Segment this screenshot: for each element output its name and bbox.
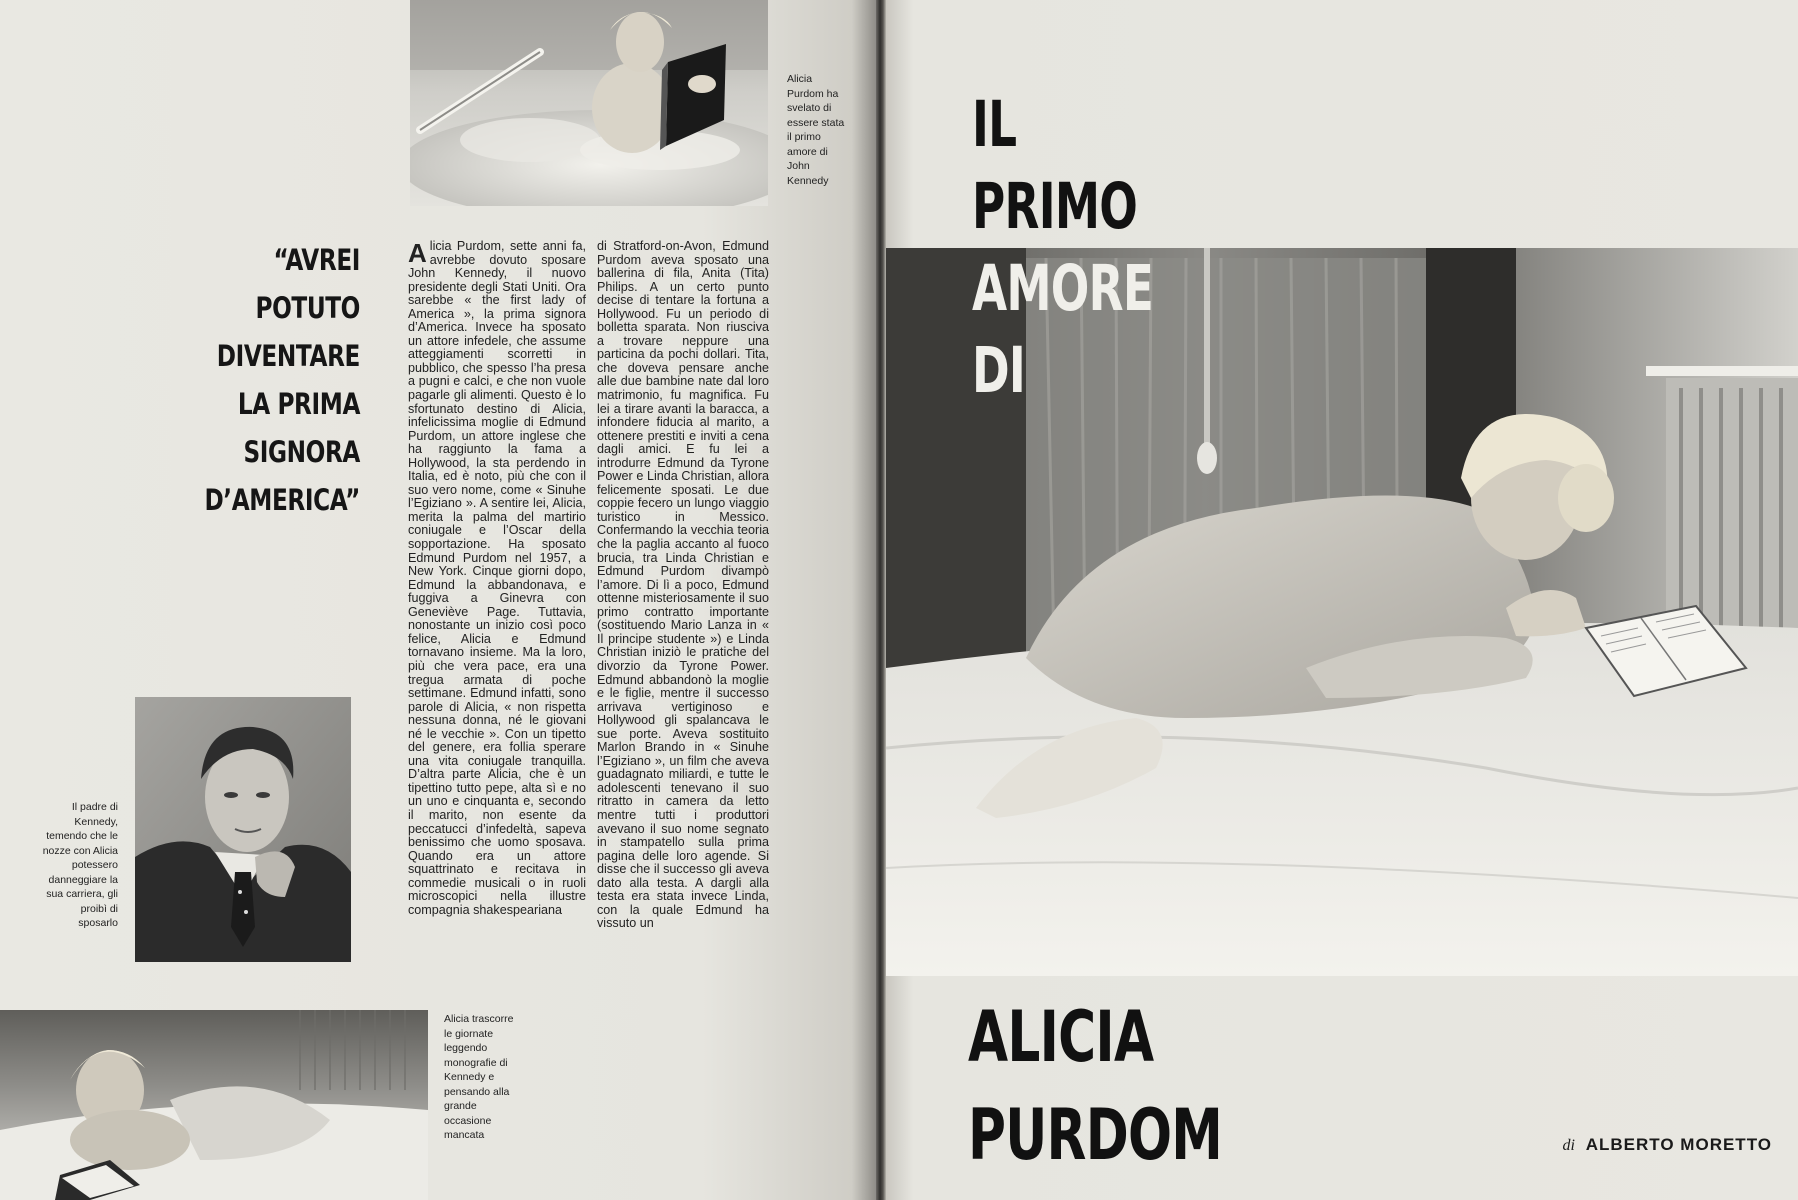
quote-line: “AVREI — [273, 243, 360, 277]
quote-line: SIGNORA — [243, 435, 360, 469]
headline-line: IL — [972, 88, 1017, 161]
bleed-through-text — [150, 520, 172, 625]
caption-bed-photo: Alicia trascorre le giornate leggendo monografie di Kennedy e pensando alla grande occasione mancata — [444, 1013, 514, 1141]
quote-line: DIVENTARE — [216, 339, 360, 373]
quote-headline — [192, 236, 360, 524]
column-1-text: licia Purdom, sette anni fa, avrebbe dovuto sposare John Kennedy, il nuovo presidente degli Stati Uniti. Ora sarebbe « the first lady of America », la prima signora d’America. Invece ha sposato un attore infedele, che assume atteggiamenti scorretti in pubblico, che spesso l’ha presa a pugni e calci, e che non vuole pagarle gli alimenti. Questo è lo sfortunato destino di Alicia, infelicissima moglie di Edmund Purdom, un attore inglese che ha raggiunto la fama a Hollywood, la sta perdendo in Italia, ed è noto, più che con il suo vero nome, come « Sinuhe l’Egiziano ». A sentire lei, Alicia, merita la palma del martirio coniugale e l’Oscar della sopportazione. Ha sposato Edmund Purdom nel 1957, a New York. Cinque giorni dopo, Edmund la abbandonava, e fuggiva a Ginevra con Geneviève Page. Tuttavia, nonostante un inizio così poco felice, Alicia e Edmund tornavano insieme. Ma la loro, più che vera pace, era una tregua armata di poche settimane. Edmund infatti, sono parole di Alicia, « non rispetta nessuna donna, né le giovani né le vecchie ». Con un tipetto del genere, era follia sperare una vita coniugale tranquilla. D’altra parte Alicia, che è un tipettino tutto pepe, alta sì e no un uno e cinquanta e, secondo il marito, non esente da peccatucci d’infedeltà, sapeva benissimo che uomo sposava. Quando era un attore squattrinato e recitava in commedie musicali o in ruoli microscopici nella illustre compagnia shakespeariana — [408, 239, 586, 917]
photo-alicia-bath — [410, 0, 768, 206]
headline-line: DI — [972, 334, 1026, 407]
photo-alicia-reading-bed — [0, 1010, 428, 1200]
name-line: PURDOM — [968, 1094, 1223, 1176]
bleed-through-text — [1206, 130, 1215, 176]
quote-line: POTUTO — [255, 291, 360, 325]
headline-line: AMORE — [972, 252, 1154, 325]
quote-line: LA PRIMA — [237, 387, 360, 421]
caption-kennedy-photo: Il padre di Kennedy, temendo che le nozze con Alicia potessero danneggiare la sua carriera, gli proibì di sposarlo — [42, 801, 118, 929]
page-gutter — [876, 0, 886, 1200]
caption-bath-photo: Alicia Purdom ha svelato di essere stata il primo amore di John Kennedy — [787, 73, 845, 187]
headline-name — [968, 988, 1222, 1184]
photo-kennedy-portrait — [135, 697, 351, 962]
headline-primo-amore — [972, 84, 1153, 412]
byline — [1563, 1135, 1772, 1155]
article-column-1 — [408, 240, 586, 917]
drop-cap: A — [408, 238, 427, 268]
byline-prefix: di — [1562, 1137, 1575, 1154]
byline-author: ALBERTO MORETTO — [1585, 1135, 1772, 1154]
left-page — [0, 0, 878, 1200]
name-line: ALICIA — [968, 996, 1154, 1078]
quote-line: D’AMERICA” — [204, 483, 360, 517]
headline-line: PRIMO — [972, 170, 1138, 243]
article-column-2: di Stratford-on-Avon, Edmund Purdom aveva sposato una ballerina di fila, Anita (Tita) Philips. A un certo punto decise di tentare la fortuna a Hollywood. Fu un periodo di bolletta sparata. Non riusciva a trovare neppure una particina da pochi dollari. Tita, che doveva pensare anche alle due bambine nate dal loro matrimonio, fu magnifica. Fu lei a tirare avanti la baracca, a infondere fiducia al marito, a ottenere prestiti e inviti a cena dagli amici. E fu lei a introdurre Edmund da Tyrone Power e Linda Christian, allora felicemente sposati. Le due coppie fecero un lungo viaggio turistico in Messico. Confermando la vecchia teoria che la paglia accanto al fuoco brucia, tra Linda Christian e Edmund Purdom divampò l’amore. Di lì a poco, Edmund ottenne misteriosamente il suo primo contratto importante (sostituendo Mario Lanza in « Il principe studente ») e Linda Christian iniziò le pratiche del divorzio da Tyrone Power. Edmund abbandonò la moglie e le figlie, mentre il successo arrivava vertiginoso e Hollywood gli spalancava le sue porte. Aveva sostituito Marlon Brando in « Sinuhe l’Egiziano », un film che aveva guadagnato miliardi, e tutte le adolescenti tenevano il suo ritratto in camera da letto mentre tutti i produttori avevano il suo nome segnato in stampatello sulla prima pagina delle loro agende. Si disse che il successo gli aveva dato alla testa. A dargli alla testa era stata invece Linda, con la quale Edmund ha vissuto un — [597, 239, 769, 931]
